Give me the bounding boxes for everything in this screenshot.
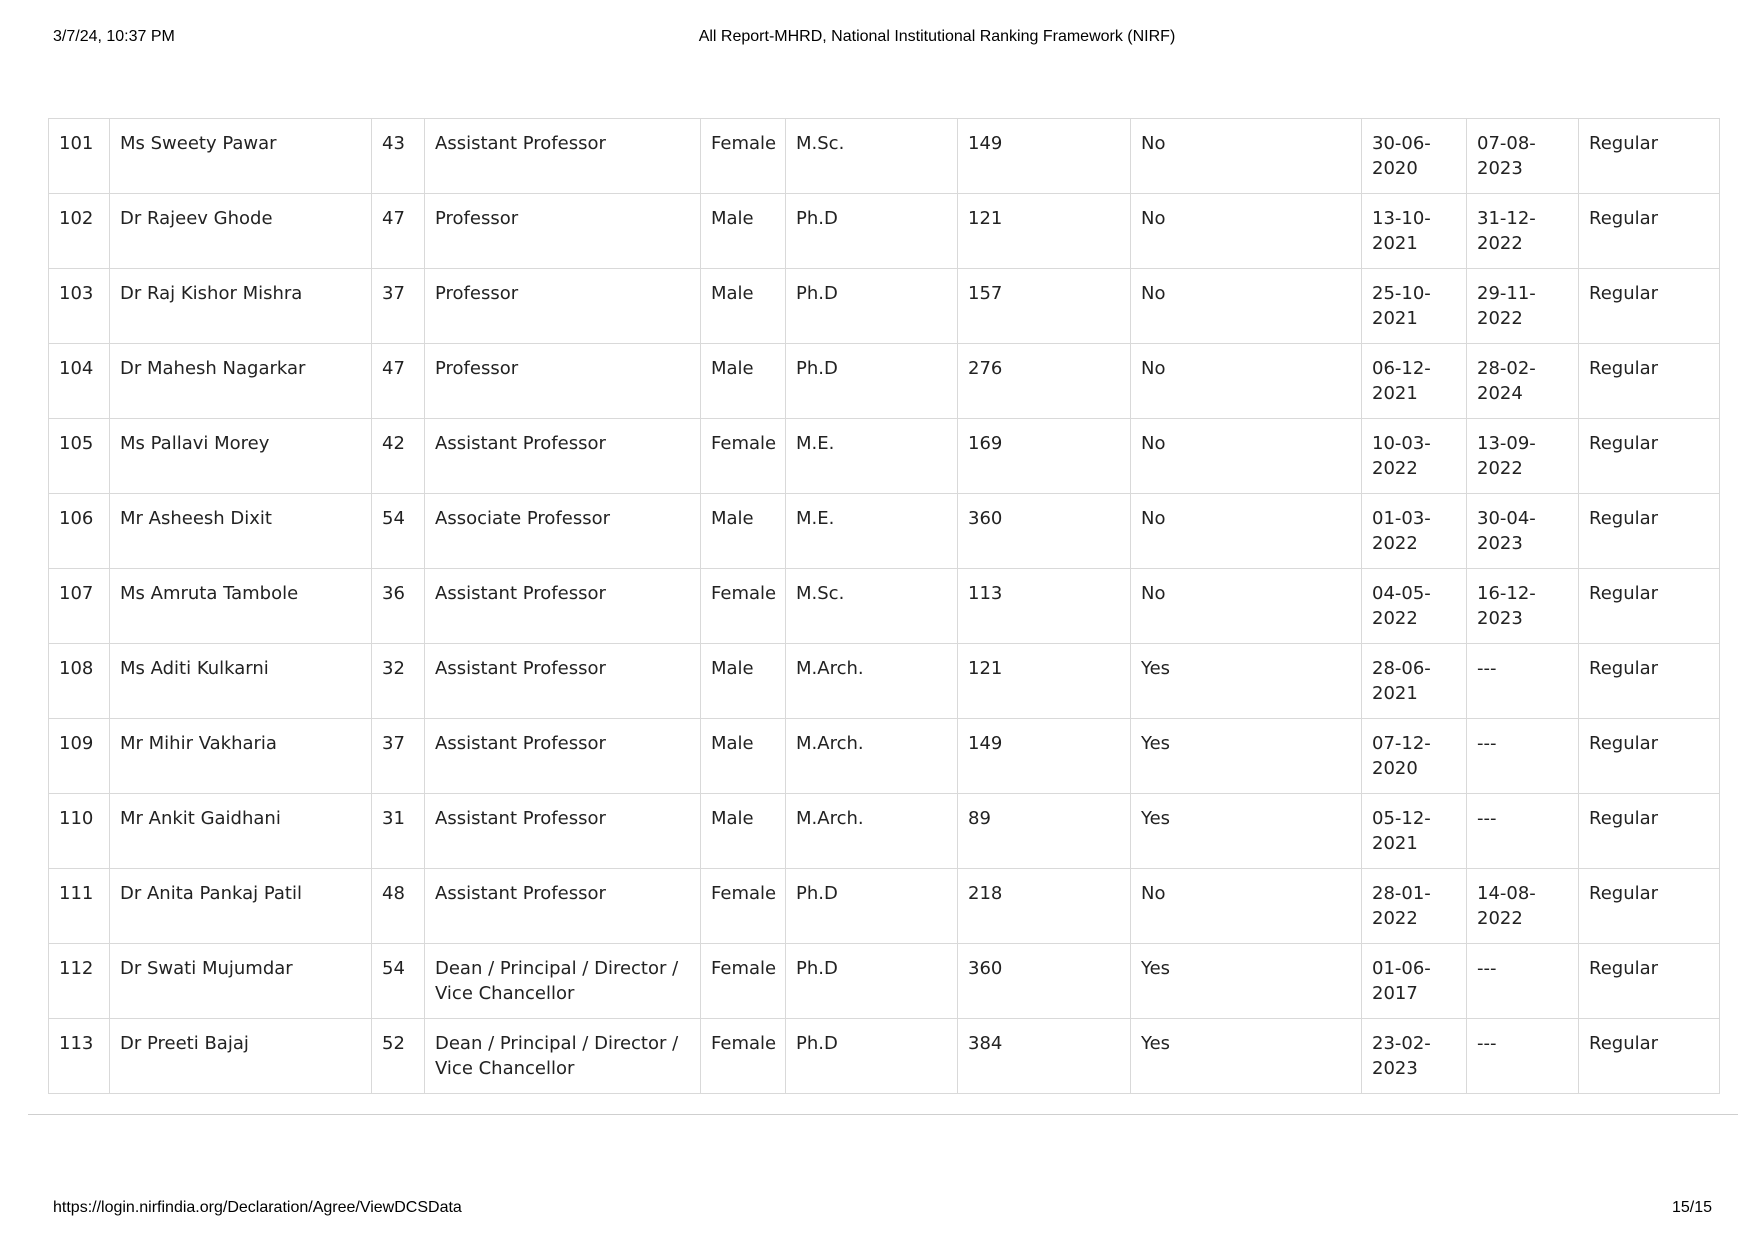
qualification-cell: M.E. (786, 419, 958, 494)
association-type-cell: Regular (1579, 344, 1720, 419)
phd-status-cell: Yes (1131, 944, 1362, 1019)
qualification-cell: M.Arch. (786, 719, 958, 794)
age-cell: 52 (372, 1019, 425, 1094)
name-cell: Dr Swati Mujumdar (110, 944, 372, 1019)
association-type-cell: Regular (1579, 269, 1720, 344)
name-cell: Dr Mahesh Nagarkar (110, 344, 372, 419)
designation-cell: Dean / Principal / Director / Vice Chancellor (425, 1019, 701, 1094)
name-cell: Ms Sweety Pawar (110, 119, 372, 194)
joining-date-cell: 10-03-2022 (1362, 419, 1467, 494)
name-cell: Dr Anita Pankaj Patil (110, 869, 372, 944)
sr-no-cell: 101 (49, 119, 110, 194)
association-type-cell: Regular (1579, 1019, 1720, 1094)
phd-status-cell: Yes (1131, 719, 1362, 794)
gender-cell: Male (701, 269, 786, 344)
name-cell: Ms Aditi Kulkarni (110, 644, 372, 719)
sr-no-cell: 110 (49, 794, 110, 869)
joining-date-cell: 25-10-2021 (1362, 269, 1467, 344)
designation-cell: Professor (425, 194, 701, 269)
table-row (49, 644, 1720, 719)
sr-no-cell: 107 (49, 569, 110, 644)
footer-divider (28, 1114, 1738, 1115)
table-row (49, 569, 1720, 644)
association-type-cell: Regular (1579, 419, 1720, 494)
joining-date-cell: 30-06-2020 (1362, 119, 1467, 194)
leaving-date-cell: 13-09-2022 (1467, 419, 1579, 494)
table-row (49, 269, 1720, 344)
association-type-cell: Regular (1579, 644, 1720, 719)
name-cell: Dr Rajeev Ghode (110, 194, 372, 269)
designation-cell: Associate Professor (425, 494, 701, 569)
table-row (49, 419, 1720, 494)
leaving-date-cell: 07-08-2023 (1467, 119, 1579, 194)
experience-cell: 89 (958, 794, 1131, 869)
print-footer (53, 1199, 1712, 1221)
sr-no-cell: 112 (49, 944, 110, 1019)
association-type-cell: Regular (1579, 719, 1720, 794)
name-cell: Mr Ankit Gaidhani (110, 794, 372, 869)
joining-date-cell: 07-12-2020 (1362, 719, 1467, 794)
print-timestamp: 3/7/24, 10:37 PM (53, 28, 175, 45)
age-cell: 47 (372, 344, 425, 419)
phd-status-cell: No (1131, 569, 1362, 644)
age-cell: 37 (372, 269, 425, 344)
table-row (49, 869, 1720, 944)
experience-cell: 360 (958, 494, 1131, 569)
joining-date-cell: 05-12-2021 (1362, 794, 1467, 869)
phd-status-cell: Yes (1131, 1019, 1362, 1094)
joining-date-cell: 28-06-2021 (1362, 644, 1467, 719)
name-cell: Dr Raj Kishor Mishra (110, 269, 372, 344)
experience-cell: 121 (958, 644, 1131, 719)
association-type-cell: Regular (1579, 119, 1720, 194)
experience-cell: 157 (958, 269, 1131, 344)
experience-cell: 384 (958, 1019, 1131, 1094)
phd-status-cell: No (1131, 119, 1362, 194)
qualification-cell: M.Arch. (786, 644, 958, 719)
gender-cell: Male (701, 719, 786, 794)
joining-date-cell: 01-06-2017 (1362, 944, 1467, 1019)
designation-cell: Assistant Professor (425, 569, 701, 644)
faculty-table-body (49, 119, 1720, 1094)
association-type-cell: Regular (1579, 869, 1720, 944)
sr-no-cell: 104 (49, 344, 110, 419)
gender-cell: Male (701, 344, 786, 419)
phd-status-cell: Yes (1131, 794, 1362, 869)
sr-no-cell: 105 (49, 419, 110, 494)
sr-no-cell: 109 (49, 719, 110, 794)
joining-date-cell: 28-01-2022 (1362, 869, 1467, 944)
experience-cell: 360 (958, 944, 1131, 1019)
table-row (49, 344, 1720, 419)
gender-cell: Female (701, 1019, 786, 1094)
experience-cell: 276 (958, 344, 1131, 419)
gender-cell: Female (701, 419, 786, 494)
leaving-date-cell: 16-12-2023 (1467, 569, 1579, 644)
sr-no-cell: 108 (49, 644, 110, 719)
phd-status-cell: No (1131, 419, 1362, 494)
experience-cell: 218 (958, 869, 1131, 944)
qualification-cell: Ph.D (786, 269, 958, 344)
gender-cell: Male (701, 494, 786, 569)
designation-cell: Assistant Professor (425, 119, 701, 194)
joining-date-cell: 01-03-2022 (1362, 494, 1467, 569)
joining-date-cell: 04-05-2022 (1362, 569, 1467, 644)
joining-date-cell: 23-02-2023 (1362, 1019, 1467, 1094)
designation-cell: Professor (425, 344, 701, 419)
leaving-date-cell: 30-04-2023 (1467, 494, 1579, 569)
table-row (49, 119, 1720, 194)
gender-cell: Male (701, 794, 786, 869)
phd-status-cell: No (1131, 269, 1362, 344)
leaving-date-cell: 31-12-2022 (1467, 194, 1579, 269)
qualification-cell: Ph.D (786, 1019, 958, 1094)
gender-cell: Female (701, 944, 786, 1019)
association-type-cell: Regular (1579, 794, 1720, 869)
name-cell: Dr Preeti Bajaj (110, 1019, 372, 1094)
phd-status-cell: No (1131, 494, 1362, 569)
table-row (49, 719, 1720, 794)
leaving-date-cell: 28-02-2024 (1467, 344, 1579, 419)
leaving-date-cell: --- (1467, 644, 1579, 719)
phd-status-cell: No (1131, 344, 1362, 419)
age-cell: 54 (372, 494, 425, 569)
designation-cell: Assistant Professor (425, 794, 701, 869)
leaving-date-cell: --- (1467, 1019, 1579, 1094)
experience-cell: 121 (958, 194, 1131, 269)
sr-no-cell: 106 (49, 494, 110, 569)
phd-status-cell: No (1131, 194, 1362, 269)
association-type-cell: Regular (1579, 494, 1720, 569)
designation-cell: Professor (425, 269, 701, 344)
joining-date-cell: 06-12-2021 (1362, 344, 1467, 419)
sr-no-cell: 113 (49, 1019, 110, 1094)
association-type-cell: Regular (1579, 194, 1720, 269)
age-cell: 42 (372, 419, 425, 494)
table-row (49, 794, 1720, 869)
page-number: 15/15 (1671, 1199, 1712, 1216)
document-title: All Report-MHRD, National Institutional Ranking Framework (NIRF) (698, 28, 1176, 45)
qualification-cell: M.Arch. (786, 794, 958, 869)
gender-cell: Female (701, 569, 786, 644)
gender-cell: Female (701, 119, 786, 194)
sr-no-cell: 102 (49, 194, 110, 269)
faculty-table-container (48, 118, 1719, 1094)
experience-cell: 149 (958, 719, 1131, 794)
name-cell: Ms Amruta Tambole (110, 569, 372, 644)
gender-cell: Male (701, 194, 786, 269)
experience-cell: 113 (958, 569, 1131, 644)
leaving-date-cell: 29-11-2022 (1467, 269, 1579, 344)
association-type-cell: Regular (1579, 569, 1720, 644)
faculty-table (48, 118, 1720, 1094)
qualification-cell: Ph.D (786, 944, 958, 1019)
age-cell: 54 (372, 944, 425, 1019)
table-row (49, 1019, 1720, 1094)
age-cell: 48 (372, 869, 425, 944)
qualification-cell: Ph.D (786, 344, 958, 419)
designation-cell: Dean / Principal / Director / Vice Chancellor (425, 944, 701, 1019)
experience-cell: 169 (958, 419, 1131, 494)
qualification-cell: Ph.D (786, 194, 958, 269)
qualification-cell: M.Sc. (786, 569, 958, 644)
gender-cell: Male (701, 644, 786, 719)
sr-no-cell: 111 (49, 869, 110, 944)
leaving-date-cell: --- (1467, 944, 1579, 1019)
page-url: https://login.nirfindia.org/Declaration/Agree/ViewDCSData (53, 1199, 462, 1216)
print-header (53, 28, 1701, 50)
name-cell: Mr Asheesh Dixit (110, 494, 372, 569)
experience-cell: 149 (958, 119, 1131, 194)
leaving-date-cell: 14-08-2022 (1467, 869, 1579, 944)
table-row (49, 194, 1720, 269)
age-cell: 47 (372, 194, 425, 269)
association-type-cell: Regular (1579, 944, 1720, 1019)
designation-cell: Assistant Professor (425, 719, 701, 794)
gender-cell: Female (701, 869, 786, 944)
age-cell: 43 (372, 119, 425, 194)
designation-cell: Assistant Professor (425, 644, 701, 719)
table-row (49, 944, 1720, 1019)
designation-cell: Assistant Professor (425, 869, 701, 944)
leaving-date-cell: --- (1467, 719, 1579, 794)
age-cell: 32 (372, 644, 425, 719)
name-cell: Ms Pallavi Morey (110, 419, 372, 494)
table-row (49, 494, 1720, 569)
age-cell: 37 (372, 719, 425, 794)
sr-no-cell: 103 (49, 269, 110, 344)
qualification-cell: M.Sc. (786, 119, 958, 194)
joining-date-cell: 13-10-2021 (1362, 194, 1467, 269)
phd-status-cell: Yes (1131, 644, 1362, 719)
leaving-date-cell: --- (1467, 794, 1579, 869)
age-cell: 36 (372, 569, 425, 644)
qualification-cell: Ph.D (786, 869, 958, 944)
age-cell: 31 (372, 794, 425, 869)
qualification-cell: M.E. (786, 494, 958, 569)
name-cell: Mr Mihir Vakharia (110, 719, 372, 794)
designation-cell: Assistant Professor (425, 419, 701, 494)
phd-status-cell: No (1131, 869, 1362, 944)
